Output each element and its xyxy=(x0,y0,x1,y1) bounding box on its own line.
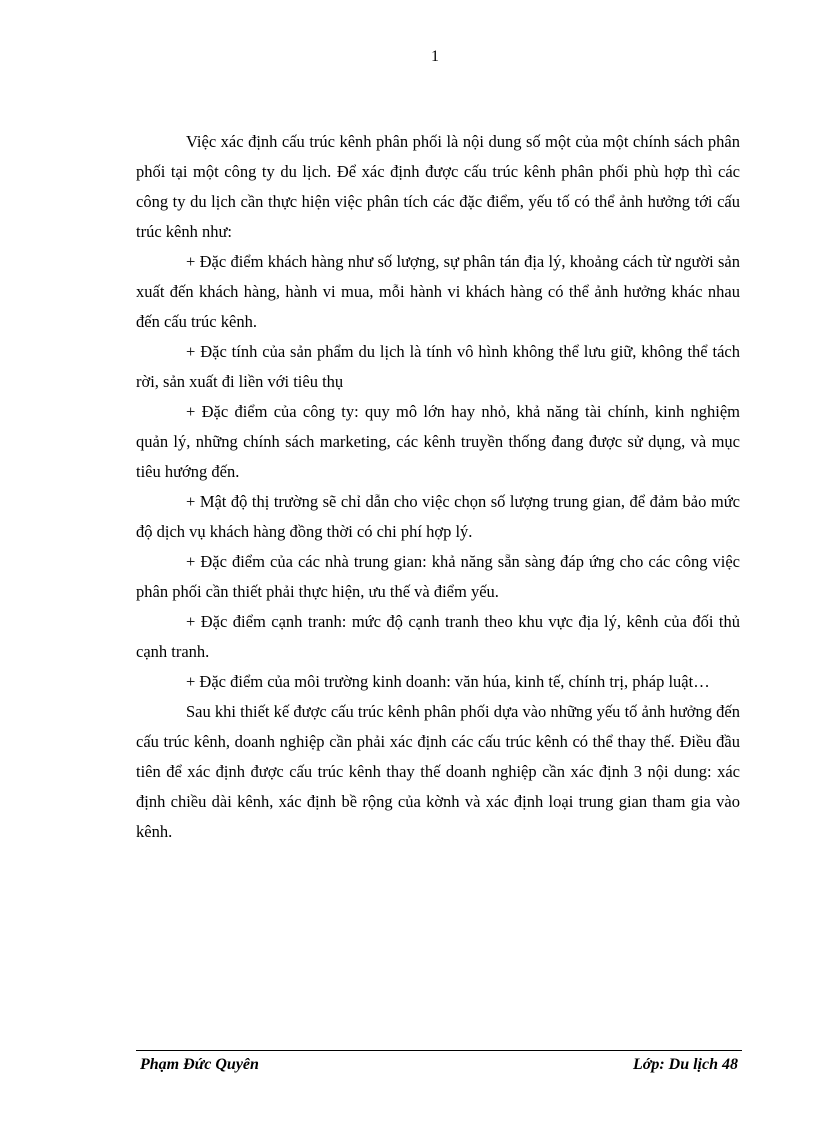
paragraph-competition: + Đặc điểm cạnh tranh: mức độ cạnh tranh theo khu vực địa lý, kênh của đối thủ cạnh tranh. xyxy=(136,612,740,661)
paragraph-conclusion: Sau khi thiết kế được cấu trúc kênh phân phối dựa vào những yếu tố ảnh hưởng đến cấu trúc kênh, doanh nghiệp cần phải xác định các cấu trúc kênh có thể thay thế. Điều đầu tiên để xác định được cấu trúc kênh thay thế doanh nghiệp cần xác định 3 nội dung: xác định chiều dài kênh, xác định bề rộng của kờnh và xác định loại trung gian tham gia vào kênh. xyxy=(136,702,740,841)
footer-divider xyxy=(136,1050,742,1051)
paragraph-intro: Việc xác định cấu trúc kênh phân phối là nội dung số một của một chính sách phân phối tại một công ty du lịch. Để xác định được cấu trúc kênh phân phối phù hợp thì các công ty du lịch cần thực hiện việc phân tích các đặc điểm, yếu tố có thể ảnh hưởng tới cấu trúc kênh như: xyxy=(136,132,740,241)
footer-class: Lớp: Du lịch 48 xyxy=(632,1056,738,1073)
paragraph-customer-traits: + Đặc điểm khách hàng như số lượng, sự phân tán địa lý, khoảng cách từ người sản xuất đến khách hàng, hành vi mua, mỗi hành vi khách hàng có thể ảnh hưởng khác nhau đến cấu trúc kênh. xyxy=(136,252,740,331)
paragraph-intermediaries: + Đặc điểm của các nhà trung gian: khả năng sẵn sàng đáp ứng cho các công việc phân phối cần thiết phải thực hiện, ưu thế và điểm yếu. xyxy=(136,552,740,601)
paragraph-market-density: + Mật độ thị trường sẽ chỉ dẫn cho việc chọn số lượng trung gian, để đảm bảo mức độ dịch vụ khách hàng đồng thời có chi phí hợp lý. xyxy=(136,492,740,541)
paragraph-product-traits: + Đặc tính của sản phẩm du lịch là tính vô hình không thể lưu giữ, không thể tách rời, sản xuất đi liền với tiêu thụ xyxy=(136,342,740,391)
page-number: 1 xyxy=(431,48,439,65)
paragraph-company-traits: + Đặc điểm của công ty: quy mô lớn hay nhỏ, khả năng tài chính, kinh nghiệm quản lý, những chính sách marketing, các kênh truyền thống đang được sử dụng, và mục tiêu hướng đến. xyxy=(136,402,740,481)
document-body xyxy=(136,127,740,847)
footer-author: Phạm Đức Quyên xyxy=(140,1056,259,1073)
paragraph-business-environment: + Đặc điểm của môi trường kinh doanh: văn húa, kinh tế, chính trị, pháp luật… xyxy=(186,672,710,691)
